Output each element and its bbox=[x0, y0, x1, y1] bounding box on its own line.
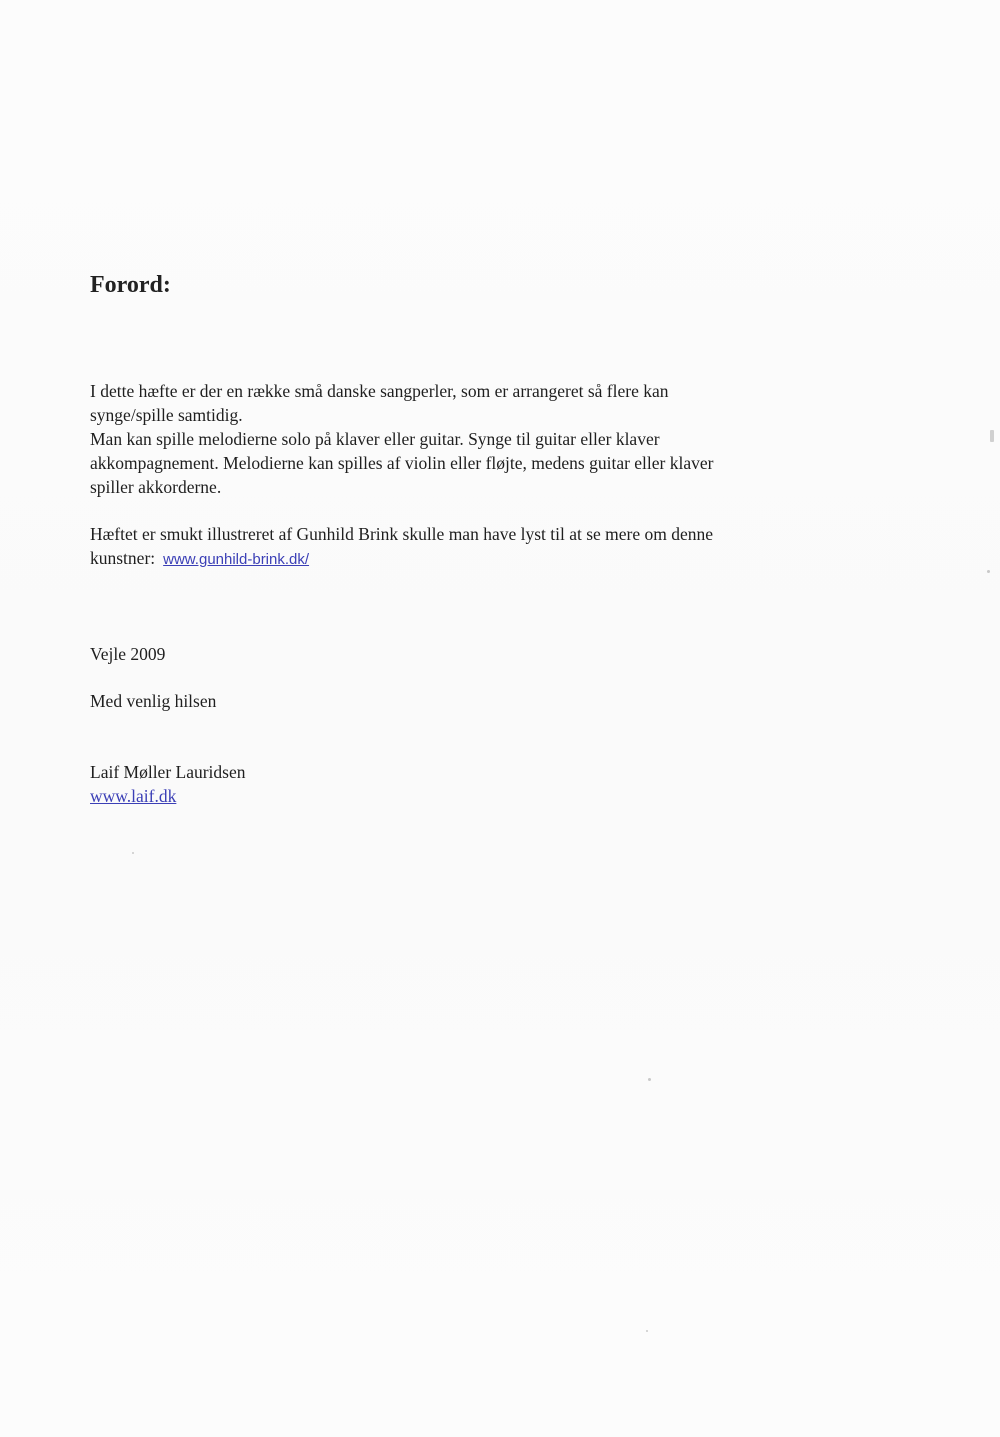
illustration-paragraph bbox=[90, 522, 830, 572]
author-name: Laif Møller Lauridsen bbox=[90, 762, 246, 782]
scan-speck bbox=[990, 430, 994, 442]
artist-website-link[interactable]: www.gunhild-brink.dk/ bbox=[163, 551, 310, 568]
illustration-paragraph-text: Hæftet er smukt illustreret af Gunhild Brink skulle man have lyst til at se mere om denne kunstner: bbox=[90, 524, 714, 568]
place-and-year: Vejle 2009 bbox=[90, 644, 166, 664]
scan-speck bbox=[987, 570, 990, 573]
closing-greeting: Med venlig hilsen bbox=[90, 691, 217, 711]
intro-paragraph: I dette hæfte er der en række små danske sangperler, som er arrangeret så flere kan synge/spille samtidig. Man kan spille melodierne solo på klaver eller guitar. Synge til guitar eller klaver akkompagnement. Melodierne kan spilles af violin eller fløjte, medens guitar eller klaver spiller akkorderne. bbox=[90, 381, 714, 497]
scan-speck bbox=[646, 1330, 648, 1332]
page-title: Forord: bbox=[90, 272, 171, 298]
scan-speck bbox=[132, 852, 134, 854]
scan-speck bbox=[648, 1078, 651, 1081]
author-website-link[interactable]: www.laif.dk bbox=[90, 786, 177, 806]
